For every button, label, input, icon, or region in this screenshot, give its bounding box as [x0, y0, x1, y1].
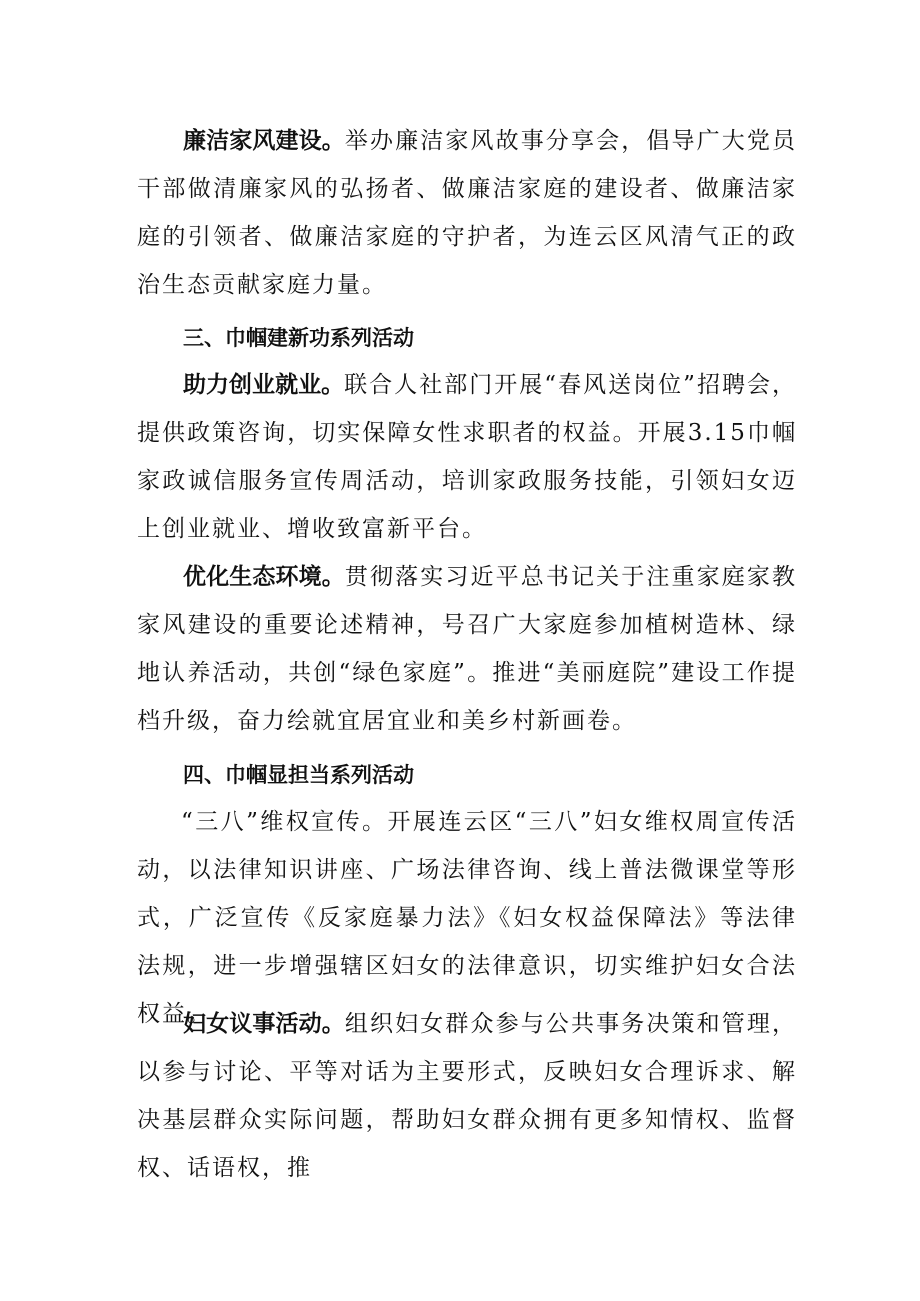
paragraph-lead: 廉洁家风建设。: [183, 128, 345, 154]
paragraph-clean-family-style: [137, 117, 797, 309]
section-heading-3: 三、巾帼建新功系列活动: [183, 326, 414, 350]
paragraph-employment: [137, 361, 797, 553]
paragraph-lead: 妇女议事活动。: [183, 1011, 345, 1037]
paragraph-ecology: [137, 553, 797, 745]
paragraph-lead: 助力创业就业。: [183, 372, 345, 398]
paragraph-text: 组织妇女群众参与公共事务决策和管理，以参与讨论、平等对话为主要形式，反映妇女合理诉求、解决基层群众实际问题，帮助妇女群众拥有更多知情权、监督权、话语权，推: [137, 1011, 797, 1181]
paragraph-text: 举办廉洁家风故事分享会，倡导广大党员干部做清廉家风的弘扬者、做廉洁家庭的建设者、做廉洁家庭的引领者、做廉洁家庭的守护者，为连云区风清气正的政治生态贡献家庭力量。: [137, 128, 797, 298]
paragraph-text: 贯彻落实习近平总书记关于注重家庭家教家风建设的重要论述精神，号召广大家庭参加植树造林、绿地认养活动，共创“绿色家庭”。推进“美丽庭院”建设工作提档升级，奋力绘就宜居宜业和美乡村新画卷。: [137, 564, 797, 734]
paragraph-text: 联合人社部门开展“春风送岗位”招聘会，提供政策咨询，切实保障女性求职者的权益。开展3.15巾帼家政诚信服务宣传周活动，培训家政服务技能，引领妇女迈上创业就业、增收致富新平台。: [137, 372, 797, 542]
paragraph-women-council: [137, 1000, 797, 1192]
paragraph-text: “三八”维权宣传。开展连云区“三八”妇女维权周宣传活动，以法律知识讲座、广场法律咨询、线上普法微课堂等形式，广泛宣传《反家庭暴力法》《妇女权益保障法》等法律法规，进一步增强辖区妇女的法律意识，切实维护妇女合法权益。: [137, 809, 797, 1027]
paragraph-lead: 优化生态环境。: [183, 564, 345, 590]
section-heading-4: 四、巾帼显担当系列活动: [183, 763, 414, 787]
